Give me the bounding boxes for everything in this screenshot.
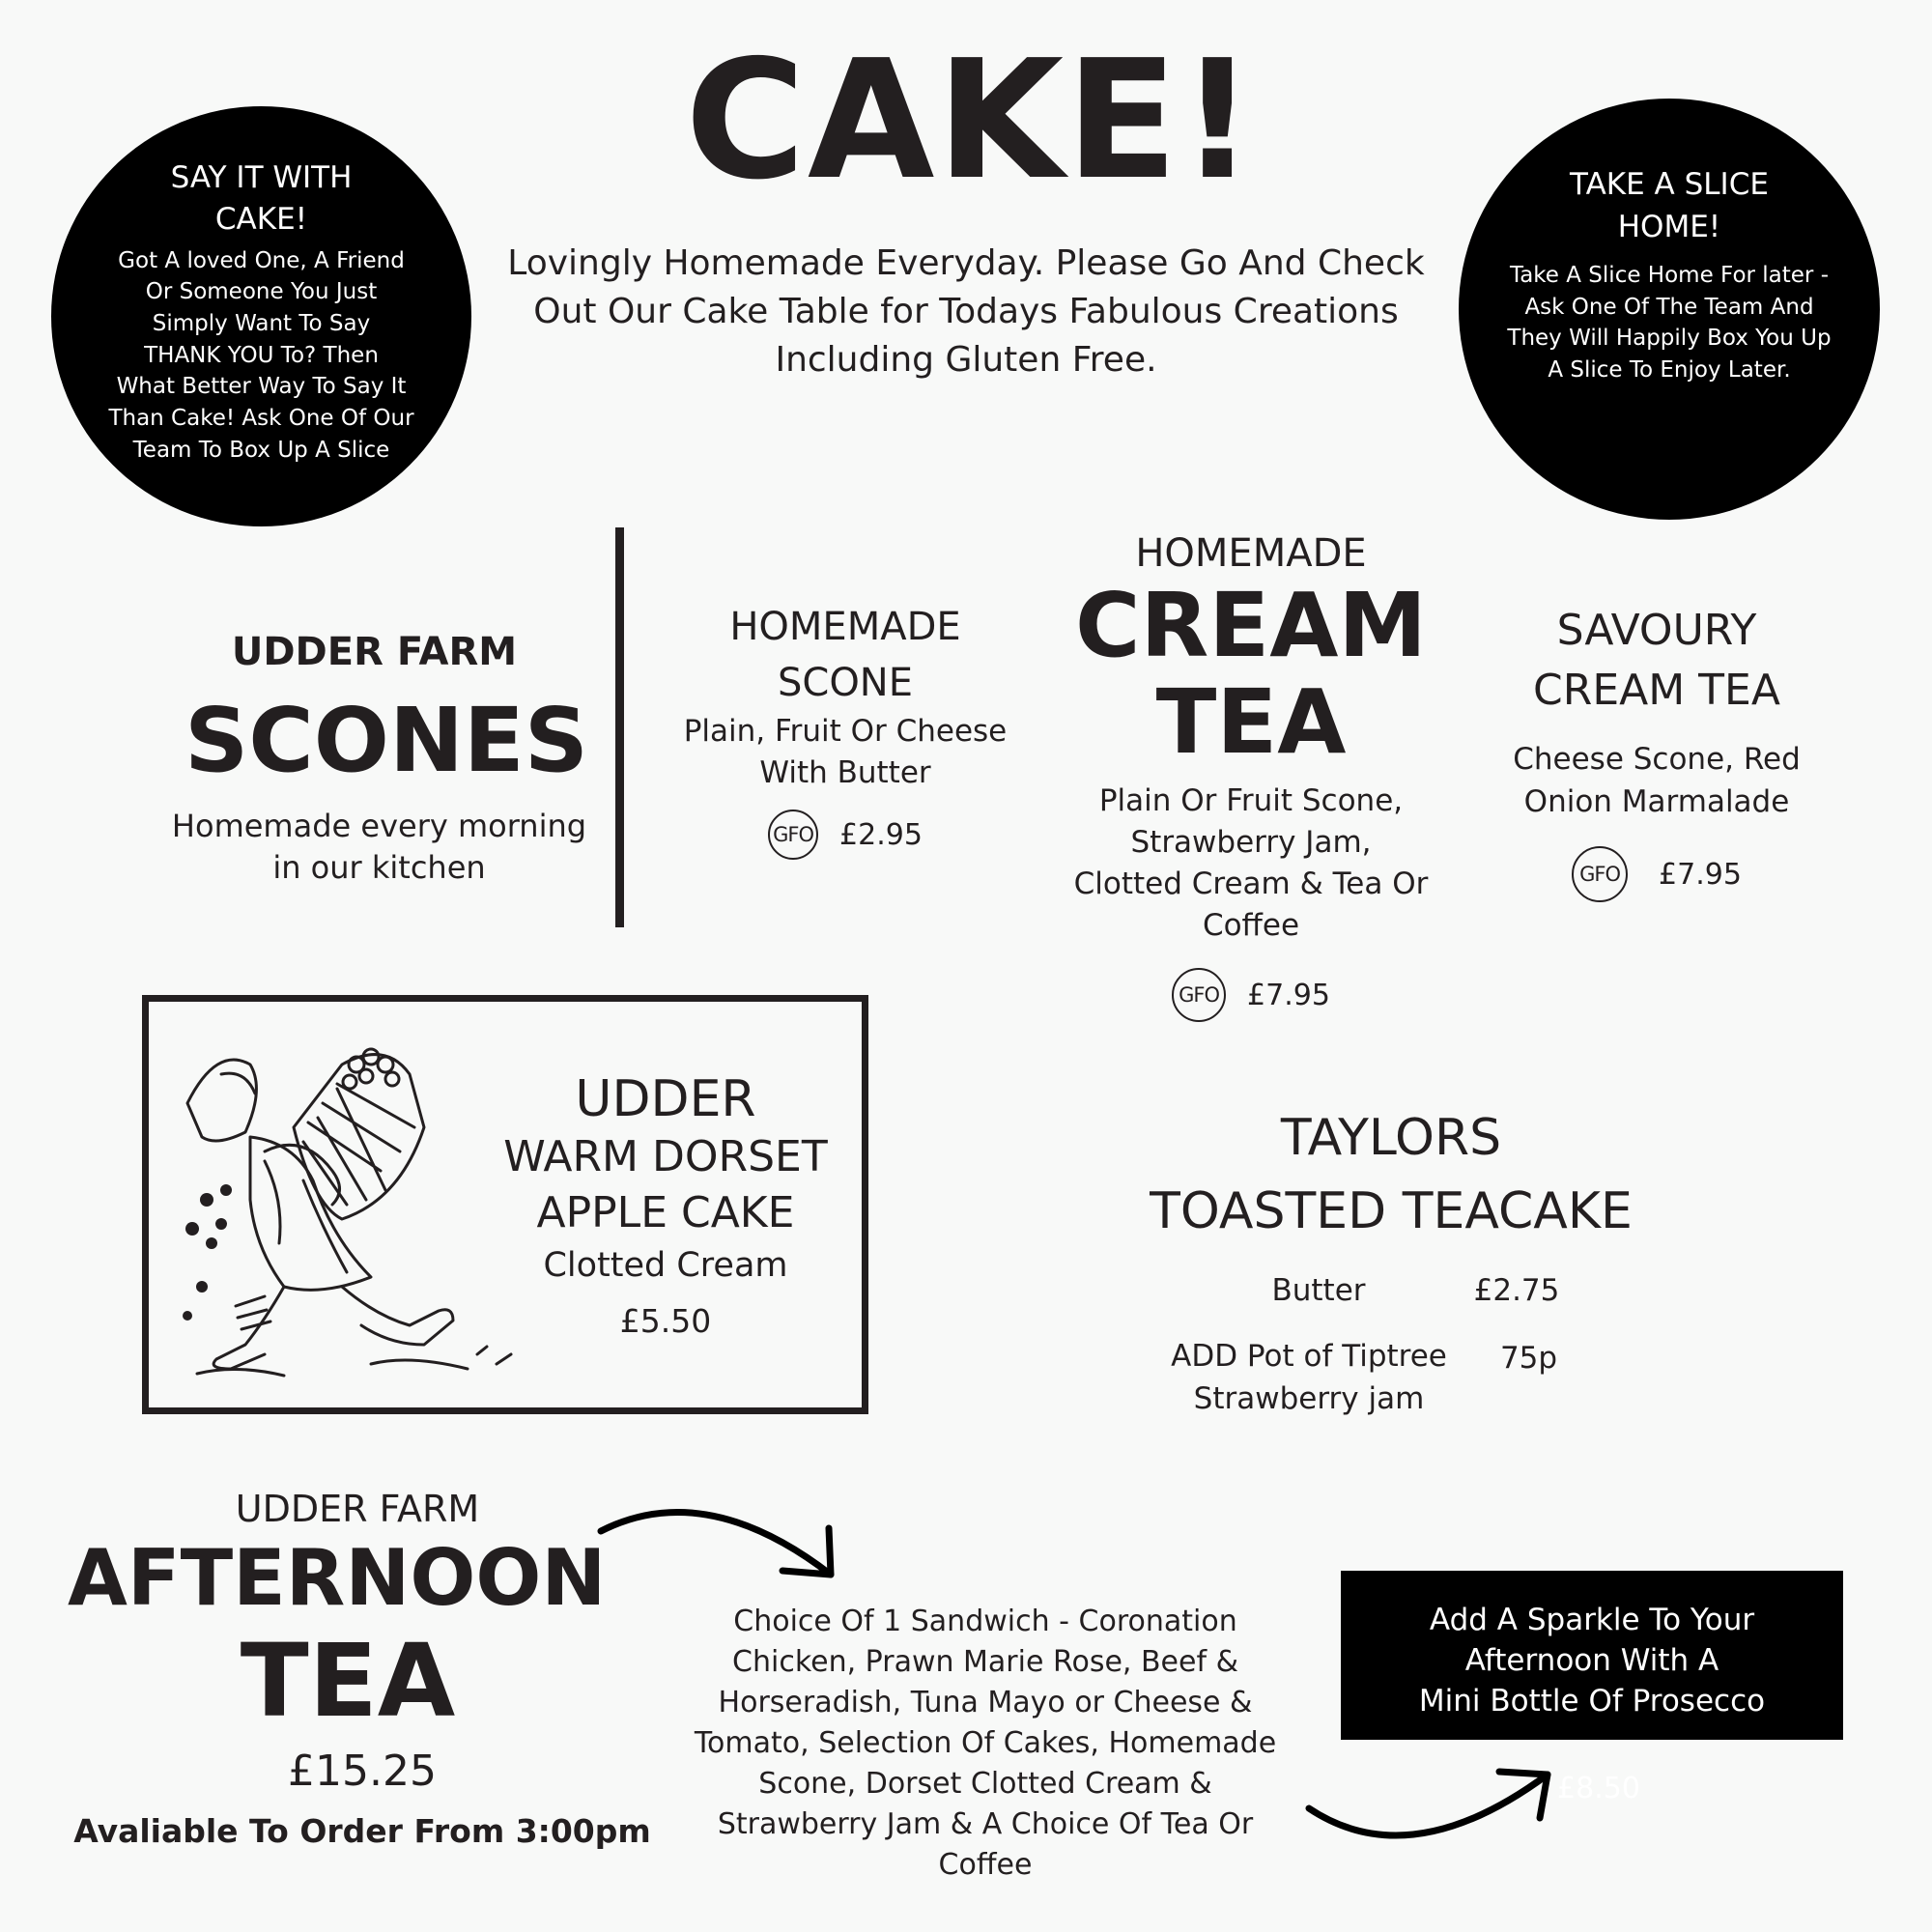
badge-body-line: Than Cake! Ask One Of Our [108, 405, 414, 431]
badge-body-line: Take A Slice Home For later - [1509, 263, 1829, 289]
afternoon-tea-title: AFTERNOON [68, 1533, 607, 1623]
badge-title [1570, 164, 1769, 248]
prosecco-price: £8.50 [1557, 1772, 1640, 1805]
scones-kicker: UDDER FARM [231, 630, 518, 674]
intro-line: Including Gluten Free. [775, 340, 1157, 380]
description-line: Plain Or Fruit Scone, [1098, 783, 1404, 818]
description-line: ADD Pot of Tiptree [1171, 1339, 1447, 1374]
description-line: Strawberry Jam & A Choice Of Tea Or [717, 1807, 1254, 1841]
afternoon-tea-description [667, 1602, 1304, 1886]
description-line: Mini Bottle Of Prosecco [1418, 1684, 1766, 1719]
badge-body-line: Ask One Of The Team And [1524, 294, 1814, 320]
afternoon-tea-title: TEA [240, 1622, 456, 1740]
teacake-butter-label: Butter [1271, 1273, 1366, 1308]
item-title-line: TAYLORS [1280, 1109, 1502, 1167]
gfo-icon: GFO [768, 810, 818, 860]
apple-cake-box [142, 995, 868, 1414]
description-line: With Butter [759, 755, 931, 790]
badge-body-line: THANK YOU To? Then [144, 342, 379, 368]
price-row [1053, 968, 1449, 1022]
afternoon-tea-kicker: UDDER FARM [235, 1488, 480, 1530]
item-title-line: APPLE CAKE [536, 1188, 795, 1237]
description-line: Cheese Scone, Red [1513, 742, 1801, 777]
badge-title-line: HOME! [1617, 209, 1721, 244]
savoury-cream-tea-item [1468, 601, 1845, 902]
gfo-icon: GFO [1172, 968, 1226, 1022]
description-line: Afternoon With A [1464, 1643, 1719, 1678]
badge-title-line: CAKE! [214, 202, 308, 238]
description-line: Coffee [938, 1848, 1033, 1882]
price: £7.95 [1659, 857, 1742, 892]
take-a-slice-home-badge [1459, 99, 1880, 520]
item-title [667, 599, 1024, 711]
description-line: in our kitchen [272, 849, 486, 886]
item-title-line: WARM DORSET [503, 1132, 828, 1181]
price: £5.50 [619, 1302, 712, 1340]
item-title-line: CREAM TEA [1533, 666, 1780, 715]
badge-body-line: What Better Way To Say It [116, 374, 407, 400]
item-description [1053, 781, 1449, 947]
curved-arrow-icon [1294, 1750, 1565, 1857]
price: £2.95 [839, 817, 923, 852]
item-title-line: SCONE [778, 661, 913, 705]
description-line: Add A Sparkle To Your [1429, 1603, 1755, 1637]
badge-body-line: Or Someone You Just [145, 279, 378, 305]
description-line: Plain, Fruit Or Cheese [683, 714, 1008, 749]
item-title-line: TOASTED TEACAKE [1150, 1182, 1633, 1240]
intro-text [483, 240, 1449, 384]
description-line: Strawberry Jam, [1130, 825, 1372, 860]
item-title [1053, 574, 1449, 774]
description-line: Scone, Dorset Clotted Cream & [758, 1767, 1212, 1801]
item-description: Clotted Cream [543, 1246, 788, 1285]
say-it-with-cake-badge [51, 106, 471, 526]
item-title-line: SAVOURY [1556, 606, 1757, 655]
page-title: CAKE! [685, 25, 1257, 216]
badge-title [171, 157, 353, 242]
vertical-divider [615, 527, 624, 927]
scones-title: SCONES [184, 689, 589, 792]
curved-arrow-icon [589, 1488, 869, 1594]
description-line: Choice Of 1 Sandwich - Coronation [733, 1605, 1237, 1638]
item-kicker: HOMEMADE [1135, 531, 1367, 576]
description-line: Strawberry jam [1193, 1381, 1425, 1416]
badge-body [1507, 260, 1831, 386]
item-title-line: UDDER [575, 1070, 756, 1128]
homemade-scone-item [667, 599, 1024, 860]
badge-body-line: Simply Want To Say [152, 310, 371, 336]
description-line: Horseradish, Tuna Mayo or Cheese & [718, 1686, 1253, 1719]
afternoon-tea-availability: Avaliable To Order From 3:00pm [73, 1812, 651, 1850]
badge-body-line: Team To Box Up A Slice [132, 437, 390, 463]
price-row [667, 810, 1024, 860]
afternoon-tea-price: £15.25 [288, 1747, 437, 1796]
description-line: Coffee [1202, 908, 1300, 943]
scones-description [155, 806, 604, 889]
item-description [667, 711, 1024, 794]
badge-body-line: A Slice To Enjoy Later. [1548, 357, 1791, 384]
badge-body-line: They Will Happily Box You Up [1507, 326, 1832, 352]
item-description [1468, 738, 1845, 823]
intro-line: Lovingly Homemade Everyday. Please Go And Check [507, 243, 1425, 283]
teacake-title [1063, 1101, 1719, 1248]
teacake-butter-price: £2.75 [1473, 1273, 1560, 1308]
badge-title-line: SAY IT WITH [170, 159, 353, 195]
description-line: Homemade every morning [171, 808, 587, 844]
item-title [1468, 601, 1845, 721]
badge-body-line: Got A loved One, A Friend [118, 247, 405, 273]
description-line: Tomato, Selection Of Cakes, Homemade [694, 1726, 1277, 1760]
badge-body [108, 245, 413, 467]
teacake-jam-price: 75p [1499, 1341, 1558, 1376]
description-line: Chicken, Prawn Marie Rose, Beef & [732, 1645, 1238, 1679]
price-row [1468, 846, 1845, 902]
item-title-line: TEA [1155, 670, 1347, 774]
item-title-line: HOMEMADE [729, 605, 961, 649]
gfo-icon: GFO [1572, 846, 1628, 902]
item-title-line: CREAM [1075, 574, 1427, 677]
prosecco-upsell-box [1341, 1571, 1843, 1740]
intro-line: Out Our Cake Table for Todays Fabulous Creations [533, 292, 1399, 331]
cream-tea-item [1053, 529, 1449, 1022]
price: £7.95 [1247, 978, 1330, 1012]
teacake-jam-label [1140, 1335, 1478, 1420]
badge-title-line: TAKE A SLICE [1570, 167, 1769, 203]
description-line: Clotted Cream & Tea Or [1073, 867, 1429, 901]
description-line: Onion Marmalade [1523, 784, 1790, 819]
apple-cake-text [472, 1069, 859, 1353]
